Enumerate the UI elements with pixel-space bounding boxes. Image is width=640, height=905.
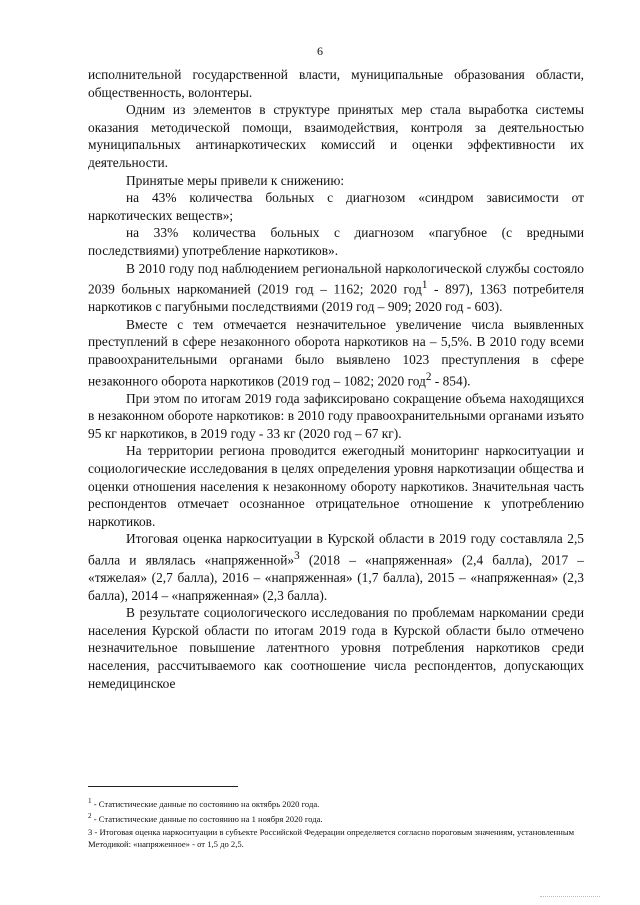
paragraph-7-text-a: Вместе с тем отмечается незначительное увеличение числа выявленных преступлений в сфере незаконного оборота наркотиков на – 5,5%. В 2010 году всеми правоохранительными органами было выявлено 1023 преступления в сфере незаконного оборота наркотиков (2019 год – 1082; 2020 год [88, 316, 584, 389]
paragraph-7 [88, 316, 584, 390]
paragraph-9: На территории региона проводится ежегодный мониторинг наркоситуации и социологические исследования в целях определения уровня наркотизации общества и оценки отношения населения к незаконному обороту наркотиков. Значительная часть респондентов отмечает осознанное отрицательное отношение к употреблению наркотиков. [88, 443, 584, 529]
paragraph-4: на 43% количества больных с диагнозом «синдром зависимости от наркотических веществ»; [88, 190, 584, 223]
paragraph-6-text-a: В 2010 году под наблюдением региональной наркологической службы состояло 2039 больных наркоманией (2019 год – 1162; 2020 год [88, 260, 584, 297]
body-text [88, 66, 584, 692]
footnote-3 [88, 826, 584, 851]
footnote-2 [88, 810, 584, 825]
footnote-ref-2: 2 [425, 370, 432, 383]
paragraph-11: В результате социологического исследования по проблемам наркомании среди населения Курской области по итогам 2019 года в Курской области было отмечено незначительное повышение латентного уровня потребления наркотиков среди населения, рассчитываемого как соотношение числа респондентов, допускающих немедицинское [88, 605, 584, 691]
page-number: 6 [317, 44, 323, 58]
footnote-ref-3: 3 [294, 549, 300, 562]
paragraph-1: исполнительной государственной власти, муниципальные образования области, общественность, волонтеры. [88, 67, 584, 100]
paragraph-6 [88, 260, 584, 316]
footnote-1-text: - Статистические данные по состоянию на октябрь 2020 года. [91, 798, 320, 809]
paragraph-7-text-b: - 854). [434, 373, 471, 389]
paragraph-2: Одним из элементов в структуре принятых мер стала выработка системы оказания методической помощи, взаимодействия, контроля за деятельностью муниципальных антинаркотических комиссий и оценки эффективности их деятельности. [88, 102, 584, 170]
paragraph-8: При этом по итогам 2019 года зафиксировано сокращение объема находящихся в незаконном обороте наркотиков: в 2010 году правоохранительными органами изъято 95 кг наркотиков, в 2019 году - 33 кг (2020 год – 67 кг). [88, 390, 584, 441]
paragraph-10-text-a: Итоговая оценка наркоситуации в Курской области в 2019 году составляла 2,5 балла и являлась «напряженной» [88, 531, 584, 568]
footnote-3-text: - Итоговая оценка наркоситуации в субъекте Российской Федерации определяется согласно пороговым значениям, установленным Методикой: «напряженное» - от 1,5 до 2,5. [88, 826, 575, 850]
footnote-mark-2: 2 [88, 812, 92, 821]
footnote-2-text: - Статистические данные по состоянию на 1 ноября 2020 года. [91, 814, 323, 825]
paragraph-3: Принятые меры привели к снижению: [126, 172, 345, 188]
scan-artifact [540, 896, 600, 899]
paragraph-5: на 33% количества больных с диагнозом «пагубное (с вредными последствиями) употребление наркотиков». [88, 225, 584, 258]
paragraph-6-text-b: - 897), 1363 потребителя наркотиков с пагубными последствиями (2019 год – 909; 2020 год - 603). [88, 281, 584, 315]
footnote-ref-1: 1 [421, 279, 428, 292]
footnote-1 [88, 795, 584, 810]
footnote-mark-1: 1 [88, 797, 92, 805]
footnote-separator [88, 786, 238, 787]
paragraph-10-text-b: (2018 – «напряженная» (2,4 балла), 2017 – «тяжелая» (2,7 балла), 2016 – «напряженная» (1,7 балла), 2015 – «напряженная» (2,3 балла), 2014 – «напряженная» (2,3 балла). [88, 552, 584, 603]
paragraph-10 [88, 530, 584, 604]
footnotes [88, 786, 584, 851]
footnote-mark-3: 3 [88, 826, 93, 837]
